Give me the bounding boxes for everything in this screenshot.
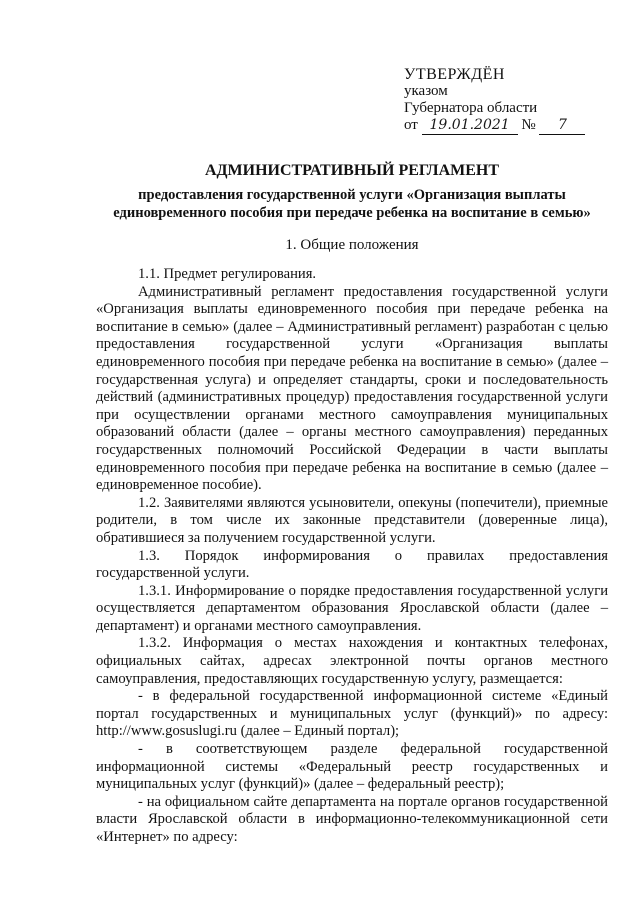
document-subtitle xyxy=(96,186,608,222)
approval-governor-label: Губернатора области xyxy=(404,100,538,116)
paragraph-1-2: 1.2. Заявителями являются усыновители, опекуны (попечители), приемные родители, в том числе их законные представители (доверенные лица), обратившиеся за получением государственной услуги. xyxy=(96,494,608,546)
approval-heading: УТВЕРЖДЁН xyxy=(404,66,505,83)
approval-date-handwritten: 19.01.2021 xyxy=(422,117,518,135)
document-body xyxy=(96,266,608,847)
approval-date-line xyxy=(404,117,624,135)
section-heading: 1. Общие положения xyxy=(285,237,419,253)
paragraph-1-3-1: 1.3.1. Информирование о порядке предоставления государственной услуги осуществляется департаментом образования Ярославской области (далее – департамент) и органами местного самоуправления. xyxy=(96,582,608,634)
list-item-department-site: - на официальном сайте департамента на портале органов государственной власти Ярославской области в информационно-телекоммуникационной сети «Интернет» по адресу: xyxy=(96,793,608,845)
paragraph-1-1: 1.1. Предмет регулирования. xyxy=(138,266,317,282)
document-title: АДМИНИСТРАТИВНЫЙ РЕГЛАМЕНТ xyxy=(204,162,500,179)
document-subtitle-line-1: предоставления государственной услуги «Организация выплаты xyxy=(138,187,566,203)
paragraph-regulation-subject: Административный регламент предоставления государственной услуги «Организация выплаты единовременного пособия при передаче ребенка на воспитание в семью» (далее – Административный регламент) разработан с целью предоставления государственной услуги «Организация выплаты единовременного пособия при передаче ребенка на воспитание в семью» (далее – государственная услуга) и определяет стандарты, сроки и последовательность действий (административных процедур) предоставления государственной услуги при осуществлении органами местного самоуправления муниципальных образований области (далее – органы местного самоуправления) переданных государственных полномочий Российской Федерации в части выплаты единовременного пособия при передаче ребенка на воспитание в семью (далее – единовременное пособие). xyxy=(96,283,608,494)
paragraph-1-3: 1.3. Порядок информирования о правилах предоставления государственной услуги. xyxy=(96,547,608,582)
approval-number-label: № xyxy=(521,117,536,133)
approval-stamp-block xyxy=(404,66,624,135)
document-subtitle-line-2: единовременного пособия при передаче ребенка на воспитание в семью» xyxy=(113,205,591,221)
list-item-unified-portal: - в федеральной государственной информационной системе «Единый портал государственных и муниципальных услуг (функций)» по адресу: http://www.gosuslugi.ru (далее – Единый портал); xyxy=(96,688,608,740)
approval-number-handwritten: 7 xyxy=(539,117,585,135)
approval-decree-label: указом xyxy=(404,83,448,99)
approval-from-label: от xyxy=(404,117,418,133)
list-item-federal-registry: - в соответствующем разделе федеральной государственной информационной системы «Федеральный реестр государственных и муниципальных услуг (функций)» (далее – федеральный реестр); xyxy=(96,741,608,793)
paragraph-1-3-2: 1.3.2. Информация о местах нахождения и контактных телефонах, официальных сайтах, адресах электронной почты органов местного самоуправления, предоставляющих государственную услугу, размещается: xyxy=(96,635,608,687)
